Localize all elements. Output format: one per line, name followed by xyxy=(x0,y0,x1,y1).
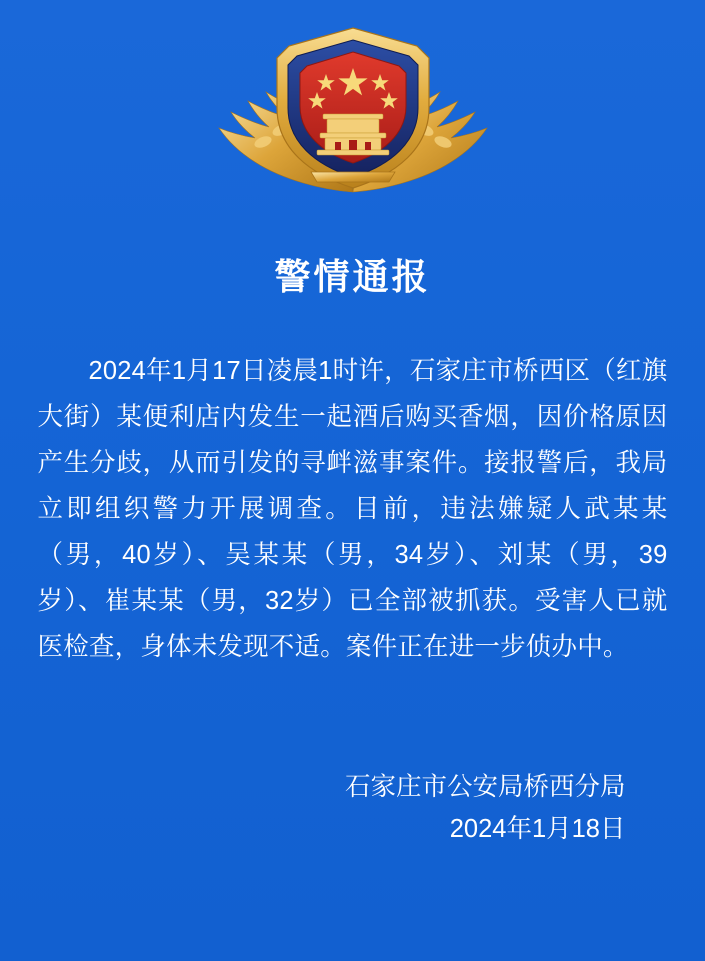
issue-date: 2024年1月18日 xyxy=(449,815,626,843)
page-title: 警情通报 xyxy=(274,256,431,297)
notice-body-text: 2024年1月17日凌晨1时许，石家庄市桥西区（红旗大街）某便利店内发生一起酒后购买香烟，因价格原因产生分歧，从而引发的寻衅滋事案件。接报警后，我局立即组织警力开展调查。目前，违法嫌疑人武某某（男，40岁）、吴某某（男，34岁）、刘某（男，39岁）、崔某某（男，32岁）已全部被抓获。受害人已就医检查，身体未发现不适。案件正在进一步侦办中。 xyxy=(37,357,668,661)
china-police-badge-icon xyxy=(203,22,503,197)
police-badge-emblem xyxy=(203,22,503,197)
signature-block xyxy=(38,766,668,850)
issuing-organization: 石家庄市公安局桥西分局 xyxy=(344,773,626,801)
